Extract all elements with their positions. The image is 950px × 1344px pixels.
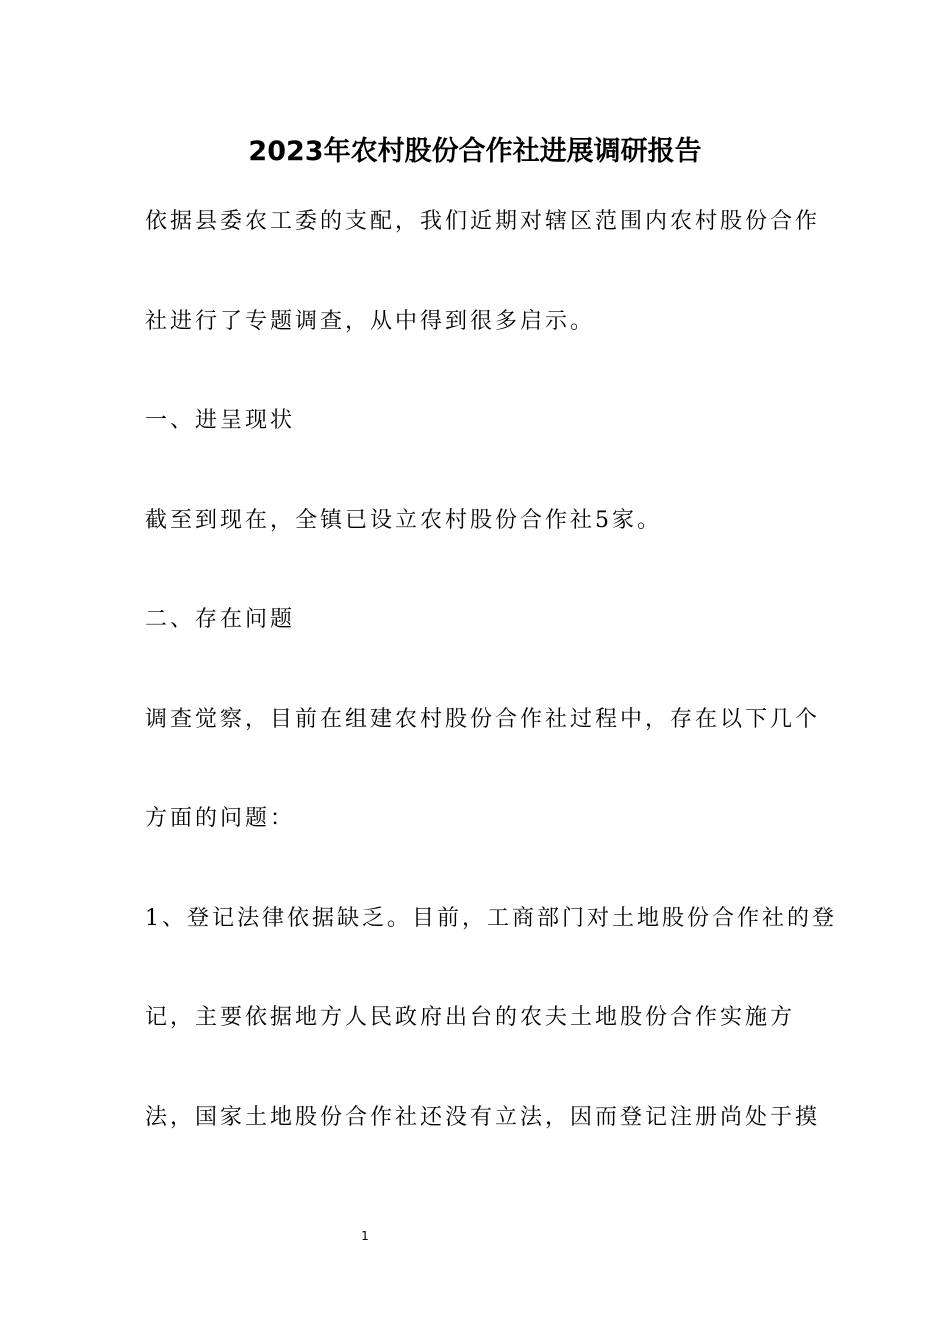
body-line-6: 1、登记法律依据缺乏。目前，工商部门对土地股份合作社的登 — [145, 906, 837, 931]
body-line-1: 依据县委农工委的支配，我们近期对辖区范围内农村股份合作 — [145, 209, 821, 234]
body-line-7: 记，主要依据地方人民政府出台的农夫土地股份合作实施方 — [145, 1005, 796, 1030]
section-heading-status: 一、进呈现状 — [145, 408, 296, 433]
section-heading-problems: 二、存在问题 — [145, 607, 296, 632]
body-line-3: 截至到现在，全镇已设立农村股份合作社5家。 — [145, 508, 662, 533]
page-number: 1 — [361, 1229, 369, 1243]
body-line-4: 调查觉察，目前在组建农村股份合作社过程中，存在以下几个 — [145, 707, 821, 732]
body-line-5: 方面的问题： — [145, 806, 296, 831]
document-title: 2023年农村股份合作社进展调研报告 — [248, 136, 702, 167]
body-line-8: 法，国家土地股份合作社还没有立法，因而登记注册尚处于摸 — [145, 1105, 821, 1130]
body-line-2: 社进行了专题调查，从中得到很多启示。 — [145, 309, 596, 334]
